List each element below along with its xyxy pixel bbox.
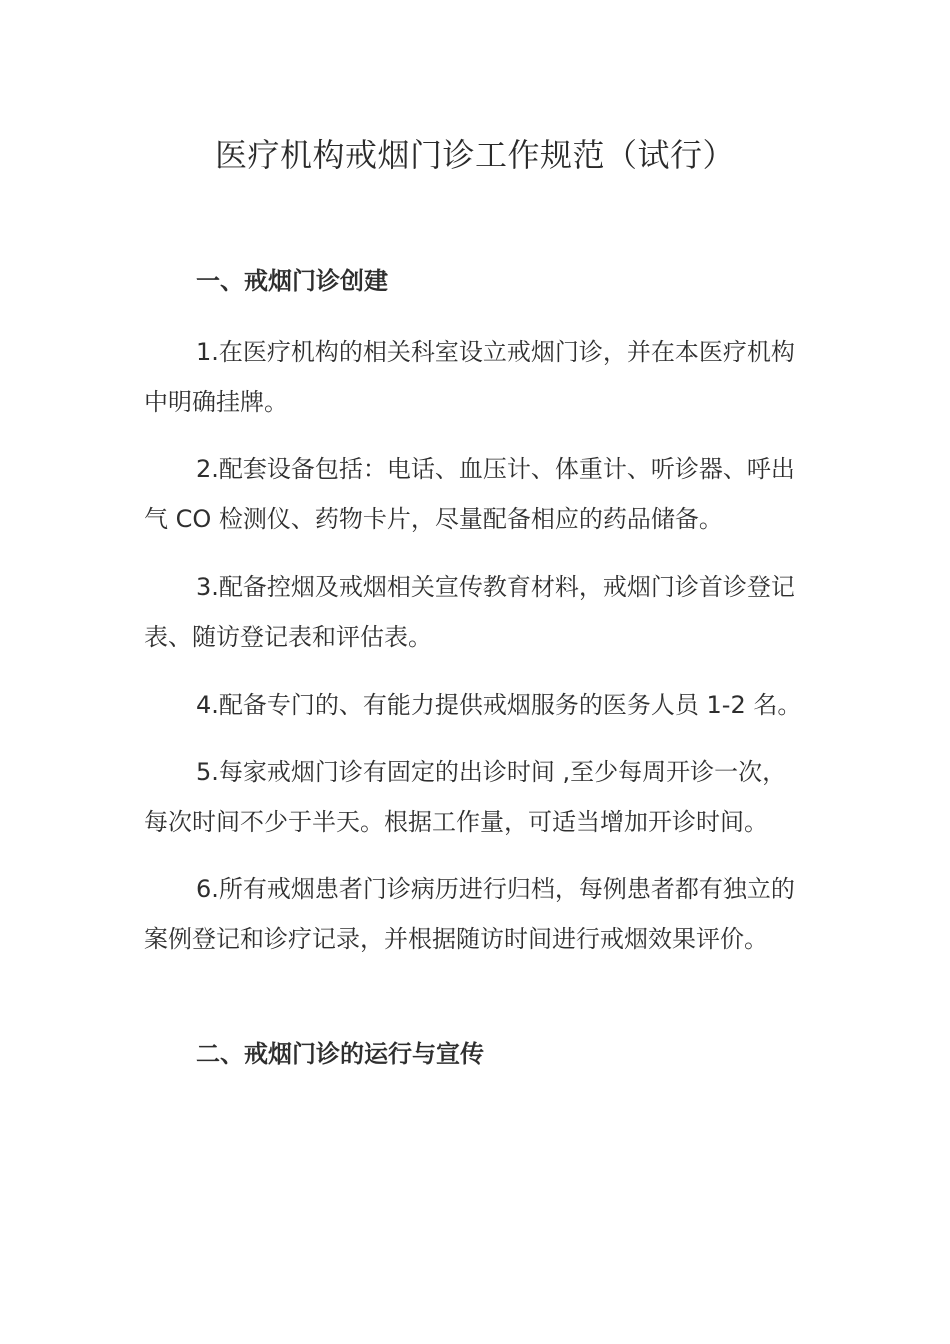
- paragraph-item-2: 2.配套设备包括：电话、血压计、体重计、听诊器、呼出气 CO 检测仪、药物卡片，尽量配备相应的药品储备。: [144, 455, 795, 533]
- paragraph-item-5: 5.每家戒烟门诊有固定的出诊时间 ,至少每周开诊一次，每次时间不少于半天。根据工作量，可适当增加开诊时间。: [144, 758, 787, 836]
- section-heading-clinic-setup: 一、戒烟门诊创建: [196, 267, 388, 295]
- paragraph-item-1: 1.在医疗机构的相关科室设立戒烟门诊，并在本医疗机构中明确挂牌。: [144, 338, 795, 416]
- paragraph-item-4: 4.配备专门的、有能力提供戒烟服务的医务人员 1-2 名。: [196, 691, 802, 719]
- paragraph-item-3: 3.配备控烟及戒烟相关宣传教育材料，戒烟门诊首诊登记表、随访登记表和评估表。: [144, 573, 795, 651]
- paragraph-item-6: 6.所有戒烟患者门诊病历进行归档，每例患者都有独立的案例登记和诊疗记录，并根据随访时间进行戒烟效果评价。: [144, 875, 795, 953]
- document-title: 医疗机构戒烟门诊工作规范（试行）: [214, 136, 735, 174]
- section-heading-operation-publicity: 二、戒烟门诊的运行与宣传: [196, 1040, 484, 1068]
